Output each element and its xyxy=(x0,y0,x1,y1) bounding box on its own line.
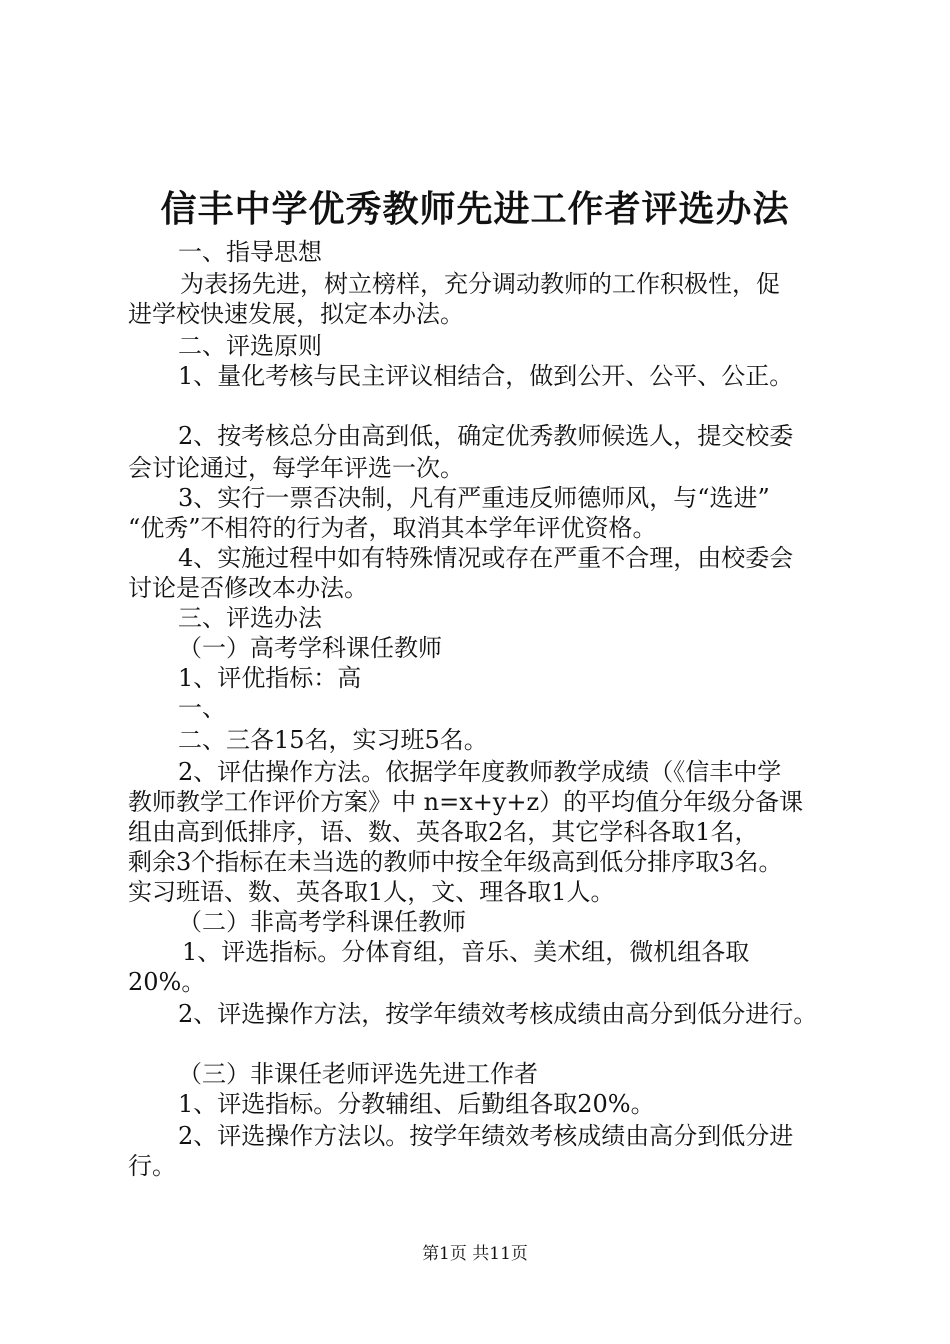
paragraph-line: 组由高到低排序，语、数、英各取2名，其它学科各取1名， xyxy=(128,818,759,846)
section-heading-principles: 二、评选原则 xyxy=(178,332,322,360)
paragraph-line: 为表扬先进，树立榜样，充分调动教师的工作积极性，促 xyxy=(180,270,780,298)
paragraph-line: 会讨论通过，每学年评选一次。 xyxy=(128,454,464,482)
subsection-heading: （三）非课任老师评选先进工作者 xyxy=(178,1060,538,1088)
section-heading-guiding-ideology: 一、指导思想 xyxy=(178,238,322,266)
paragraph-line: 3、实行一票否决制，凡有严重违反师德师风，与“选进” xyxy=(178,484,770,512)
subsection-heading: （二）非高考学科课任教师 xyxy=(178,908,466,936)
paragraph-line: “优秀”不相符的行为者，取消其本学年评优资格。 xyxy=(128,514,657,542)
paragraph-line: 2、评选操作方法以。按学年绩效考核成绩由高分到低分进 xyxy=(178,1122,794,1150)
paragraph-line: 教师教学工作评价方案》中 n=x+y+z）的平均值分年级分备课 xyxy=(128,788,804,816)
paragraph-line: 2、评选操作方法，按学年绩效考核成绩由高分到低分进行。 xyxy=(178,1000,818,1028)
paragraph-line: 行。 xyxy=(128,1152,176,1180)
section-heading-methods: 三、评选办法 xyxy=(178,604,322,632)
document-title: 信丰中学优秀教师先进工作者评选办法 xyxy=(160,188,790,230)
paragraph-line: 剩余3个指标在未当选的教师中按全年级高到低分排序取3名。 xyxy=(128,848,783,876)
paragraph-line: 实习班语、数、英各取1人，文、理各取1人。 xyxy=(128,878,615,906)
subsection-heading: （一）高考学科课任教师 xyxy=(178,634,442,662)
paragraph-line: 讨论是否修改本办法。 xyxy=(128,574,368,602)
paragraph-line: 1、评优指标：高 xyxy=(178,664,362,692)
paragraph-line: 一、 xyxy=(178,694,226,722)
paragraph-line: 二、三各15名，实习班5名。 xyxy=(178,726,488,754)
paragraph-line: 1、评选指标。分体育组，音乐、美术组，微机组各取 xyxy=(182,938,750,966)
paragraph-line: 4、实施过程中如有特殊情况或存在严重不合理，由校委会 xyxy=(178,544,794,572)
page-footer: 第1页 共11页 xyxy=(422,1244,528,1264)
paragraph-line: 1、量化考核与民主评议相结合，做到公开、公平、公正。 xyxy=(178,362,794,390)
paragraph-line: 2、评估操作方法。依据学年度教师教学成绩（《信丰中学 xyxy=(178,758,782,786)
paragraph-line: 进学校快速发展，拟定本办法。 xyxy=(128,300,464,328)
paragraph-line: 2、按考核总分由高到低，确定优秀教师候选人，提交校委 xyxy=(178,422,794,450)
paragraph-line: 20%。 xyxy=(128,968,206,996)
paragraph-line: 1、评选指标。分教辅组、后勤组各取20%。 xyxy=(178,1090,655,1118)
